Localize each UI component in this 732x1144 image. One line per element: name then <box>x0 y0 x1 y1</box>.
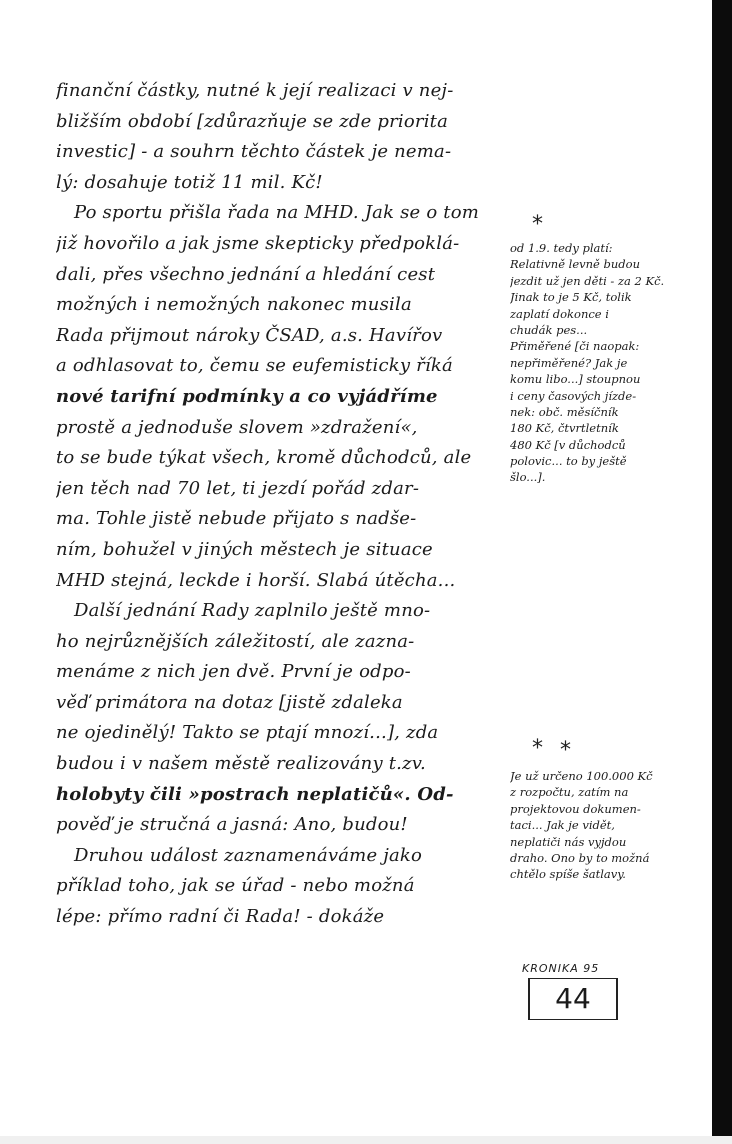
main-line-21: věď primátora na dotaz [jistě zdaleka <box>56 691 403 713</box>
side-note-1-line: 180 Kč, čtvrtletník <box>510 421 619 436</box>
side-note-2-line: draho. Ono by to možná <box>510 850 650 865</box>
main-line-14: jen těch nad 70 let, ti jezdí pořád zdar- <box>56 477 420 499</box>
side-note-2-line: Je už určeno 100.000 Kč <box>510 769 653 783</box>
scan-dark-edge <box>712 0 732 1144</box>
main-line-2: bližším období [zdůrazňuje se zde priorita <box>56 110 449 132</box>
page-number: 44 <box>528 978 618 1020</box>
main-line-1: finanční částky, nutné k její realizaci v nej- <box>56 80 454 101</box>
side-note-1-line: chudák pes... <box>510 322 588 337</box>
side-note-2-line: taci... Jak je vidět, <box>510 818 615 833</box>
chronicle-label: KRONIKA 95 <box>522 962 600 975</box>
side-note-1-line: nek: obč. měsíčník <box>510 404 619 419</box>
main-line-11: nové tarifní podmínky a co vyjádříme <box>56 385 438 407</box>
main-line-9: Rada přijmout nároky ČSAD, a.s. Havířov <box>56 324 443 346</box>
side-note-1-line: šlo...]. <box>510 470 546 485</box>
side-note-1-line: polovic... to by ještě <box>510 454 627 469</box>
main-line-8: možných i nemožných nakonec musila <box>56 294 412 316</box>
main-line-26: Druhou událost zaznamenáváme jako <box>74 844 423 866</box>
main-line-15: ma. Tohle jistě nebude přijato s nadše- <box>56 508 417 530</box>
main-line-12: prostě a jednoduše slovem »zdražení«, <box>56 416 418 438</box>
side-note-2-line: chtělo spíše šatlavy. <box>510 867 626 882</box>
side-note-2-line: projektovou dokumen- <box>510 801 641 816</box>
side-note-1-line: komu libo...] stoupnou <box>510 372 641 387</box>
side-note-2-line: neplatiči nás vyjdou <box>510 834 627 849</box>
asterisk-note-marker-2a: * <box>532 736 543 761</box>
side-note-1 <box>510 240 710 486</box>
side-note-2 <box>510 768 710 883</box>
main-line-25: pověď je stručná a jasná: Ano, budou! <box>56 814 408 836</box>
main-line-10: a odhlasovat to, čemu se eufemisticky říká <box>56 355 453 377</box>
side-note-1-line: jezdit už jen děti - za 2 Kč. <box>510 273 665 288</box>
side-note-1-line: 480 Kč [v důchodců <box>510 437 626 452</box>
asterisk-note-marker-1: * <box>532 212 543 237</box>
side-note-1-line: i ceny časových jízde- <box>510 388 637 403</box>
main-line-24: holobyty čili »postrach neplatičů«. Od- <box>56 783 454 805</box>
main-line-28: lépe: přímo radní či Rada! - dokáže <box>56 906 385 928</box>
side-note-1-line: Jinak to je 5 Kč, tolik <box>510 290 632 305</box>
main-line-27: příklad toho, jak se úřad - nebo možná <box>56 875 415 897</box>
main-line-3: investic] - a souhrn těchto částek je nema- <box>56 141 452 163</box>
side-note-1-line: Relativně levně budou <box>510 257 640 272</box>
side-note-1-line: od 1.9. tedy platí: <box>510 241 613 255</box>
main-line-6: již hovořilo a jak jsme skepticky předpoklá- <box>56 232 460 254</box>
main-handwritten-text <box>56 76 510 933</box>
main-line-20: menáme z nich jen dvě. První je odpo- <box>56 661 411 683</box>
side-note-1-line: zaplatí dokonce i <box>510 306 609 321</box>
main-line-22: ne ojedinělý! Takto se ptají mnozí...], zda <box>56 722 439 744</box>
main-line-7: dali, přes všechno jednání a hledání cest <box>56 263 436 285</box>
main-line-18: Další jednání Rady zaplnilo ještě mno- <box>74 600 431 622</box>
main-line-5: Po sportu přišla řada na MHD. Jak se o tom <box>74 202 480 224</box>
main-line-13: to se bude týkat všech, kromě důchodců, ale <box>56 447 472 469</box>
main-line-23: budou i v našem městě realizovány t.zv. <box>56 753 426 775</box>
asterisk-note-marker-2b: * <box>560 738 571 763</box>
main-line-16: ním, bohužel v jiných městech je situace <box>56 538 433 560</box>
main-line-4: lý: dosahuje totiž 11 mil. Kč! <box>56 171 323 193</box>
side-note-1-line: Přiměřené [či naopak: <box>510 339 640 354</box>
side-note-1-line: nepřiměřené? Jak je <box>510 355 628 370</box>
main-line-17: MHD stejná, leckde i horší. Slabá útěcha... <box>56 569 456 591</box>
scan-bottom-edge <box>0 1136 732 1144</box>
side-note-2-line: z rozpočtu, zatím na <box>510 785 629 800</box>
main-line-19: ho nejrůznějších záležitostí, ale zazna- <box>56 630 415 652</box>
